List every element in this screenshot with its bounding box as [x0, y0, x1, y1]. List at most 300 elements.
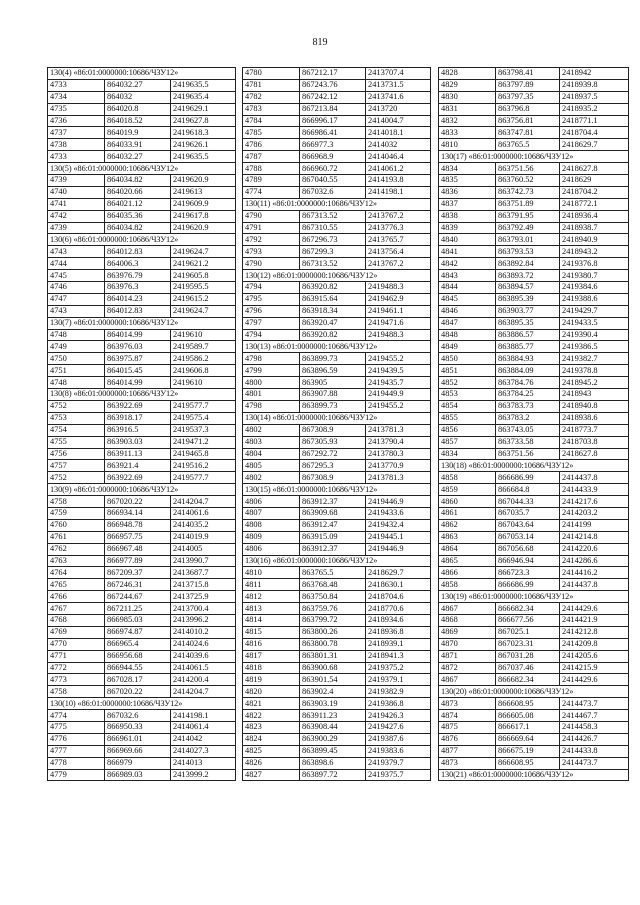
coordinate-y: 2419605.8: [171, 270, 236, 282]
coordinate-y: 2418940.8: [560, 400, 629, 412]
table-row: [439, 496, 629, 508]
point-number: 4844: [439, 282, 496, 294]
table-row: [439, 638, 629, 650]
coordinate-x: 864020.66: [105, 186, 171, 198]
coordinate-x: 864032: [105, 91, 171, 103]
coordinate-x: 863751.89: [496, 198, 560, 210]
coordinate-x: 863797.89: [496, 79, 560, 91]
coordinate-y: 2414421.9: [560, 614, 629, 626]
table-row: [243, 733, 431, 745]
coordinate-x: 863893.72: [496, 270, 560, 282]
coordinate-y: 2418629.7: [366, 567, 431, 579]
table-row: [48, 400, 236, 412]
point-number: 4866: [439, 567, 496, 579]
coordinate-x: 863799.72: [300, 614, 366, 626]
section-header-row: [439, 769, 629, 781]
coordinate-x: 863765.5: [496, 139, 560, 151]
coordinate-x: 863901.54: [300, 674, 366, 686]
coordinate-x: 867211.25: [105, 603, 171, 615]
point-number: 4759: [48, 507, 105, 519]
table-row: [48, 103, 236, 115]
point-number: 4747: [48, 293, 105, 305]
coordinate-x: 866682.34: [496, 674, 560, 686]
table-row: [48, 769, 236, 781]
coordinate-x: 867213.84: [300, 103, 366, 115]
coordinate-x: 867035.7: [496, 507, 560, 519]
coordinate-x: 867296.73: [300, 234, 366, 246]
coordinate-y: 2419471.2: [171, 436, 236, 448]
coordinate-y: 2419427.6: [366, 721, 431, 733]
point-number: 4752: [48, 400, 105, 412]
point-number: 4841: [439, 246, 496, 258]
coordinate-y: 2418772.1: [560, 198, 629, 210]
coordinate-x: 863976.03: [105, 341, 171, 353]
point-number: 4824: [243, 733, 300, 745]
coordinate-x: 863916.5: [105, 424, 171, 436]
coordinate-x: 867212.17: [300, 68, 366, 80]
point-number: 4769: [48, 626, 105, 638]
table-row: [48, 472, 236, 484]
coordinate-x: 863783.2: [496, 412, 560, 424]
coordinate-x: 863909.68: [300, 507, 366, 519]
coordinate-x: 863903.77: [496, 305, 560, 317]
coordinate-y: 2419488.3: [366, 329, 431, 341]
point-number: 4877: [439, 745, 496, 757]
coordinate-y: 2419432.4: [366, 519, 431, 531]
coordinate-x: 867295.3: [300, 460, 366, 472]
table-row: [243, 305, 431, 317]
point-number: 4755: [48, 436, 105, 448]
coordinate-x: 866608.95: [496, 698, 560, 710]
table-row: [439, 484, 629, 496]
point-number: 4792: [243, 234, 300, 246]
point-number: 4873: [439, 757, 496, 769]
coordinate-x: 863922.69: [105, 400, 171, 412]
coordinate-y: 2418704.6: [366, 591, 431, 603]
table-row: [243, 91, 431, 103]
coordinate-x: 864035.36: [105, 210, 171, 222]
coordinate-x: 863912.37: [300, 543, 366, 555]
coordinate-y: 2413780.3: [366, 448, 431, 460]
coordinate-x: 867308.9: [300, 472, 366, 484]
table-row: [243, 246, 431, 258]
point-number: 4864: [439, 543, 496, 555]
section-header: 130(17) «86:01:0000000:10686/ЧЗУ12»: [439, 151, 629, 163]
section-header: 130(6) «86:01:0000000:10686/ЧЗУ12»: [48, 234, 236, 246]
table-row: [48, 614, 236, 626]
table-row: [48, 638, 236, 650]
point-number: 4749: [48, 341, 105, 353]
coordinate-x: 864034.82: [105, 222, 171, 234]
coordinate-y: 2419375.7: [366, 769, 431, 781]
section-header: 130(10) «86:01:0000000:10686/ЧЗУ12»: [48, 698, 236, 710]
point-number: 4763: [48, 555, 105, 567]
coordinate-y: 2414004.7: [366, 115, 431, 127]
coordinate-y: 2419382.9: [366, 686, 431, 698]
point-number: 4832: [439, 115, 496, 127]
coordinate-y: 2414032: [366, 139, 431, 151]
point-number: 4794: [243, 329, 300, 341]
section-header-row: [48, 234, 236, 246]
point-number: 4798: [243, 353, 300, 365]
coordinate-y: 2418939.8: [560, 79, 629, 91]
coordinate-y: 2419595.5: [171, 282, 236, 294]
coordinate-x: 863884.09: [496, 365, 560, 377]
coordinate-x: 863797.35: [496, 91, 560, 103]
coordinate-y: 2418629: [560, 175, 629, 187]
point-number: 4828: [439, 68, 496, 80]
coordinate-x: 867020.22: [105, 686, 171, 698]
coordinate-x: 866986.41: [300, 127, 366, 139]
coordinate-y: 2414426.7: [560, 733, 629, 745]
table-row: [243, 115, 431, 127]
table-row: [439, 127, 629, 139]
point-number: 4850: [439, 353, 496, 365]
coordinate-x: 867313.52: [300, 210, 366, 222]
coordinate-x: 863897.72: [300, 769, 366, 781]
coordinate-y: 2414193.8: [366, 175, 431, 187]
section-header-row: [48, 317, 236, 329]
point-number: 4742: [48, 210, 105, 222]
coordinate-y: 2413767.2: [366, 210, 431, 222]
coordinate-y: 2419635.5: [171, 79, 236, 91]
coordinate-x: 863895.35: [496, 317, 560, 329]
coordinate-y: 2414046.4: [366, 151, 431, 163]
point-number: 4745: [48, 270, 105, 282]
point-number: 4847: [439, 317, 496, 329]
coordinate-x: 863760.52: [496, 175, 560, 187]
coordinate-y: 2414203.2: [560, 507, 629, 519]
table-row: [48, 496, 236, 508]
point-number: 4751: [48, 365, 105, 377]
coordinate-y: 2418942: [560, 68, 629, 80]
coordinate-x: 863899.73: [300, 353, 366, 365]
table-row: [243, 674, 431, 686]
coordinate-x: 867305.93: [300, 436, 366, 448]
point-number: 4780: [243, 68, 300, 80]
table-row: [439, 424, 629, 436]
coordinate-y: 2418937.5: [560, 91, 629, 103]
point-number: 4753: [48, 412, 105, 424]
section-header: 130(11) «86:01:0000000:10686/ЧЗУ12»: [243, 198, 431, 210]
coordinate-y: 2419471.6: [366, 317, 431, 329]
coordinate-y: 2413996.2: [171, 614, 236, 626]
table-row: [439, 234, 629, 246]
point-number: 4785: [243, 127, 300, 139]
coordinate-x: 863905: [300, 377, 366, 389]
coordinate-x: 863801.31: [300, 650, 366, 662]
table-row: [243, 163, 431, 175]
point-number: 4863: [439, 531, 496, 543]
point-number: 4757: [48, 460, 105, 472]
table-row: [439, 436, 629, 448]
coordinate-y: 2414473.7: [560, 757, 629, 769]
point-number: 4767: [48, 603, 105, 615]
section-header: 130(21) «86:01:0000000:10686/ЧЗУ12»: [439, 769, 629, 781]
point-number: 4807: [243, 507, 300, 519]
table-row: [48, 662, 236, 674]
table-row: [439, 710, 629, 722]
table-row: [243, 222, 431, 234]
table-row: [243, 579, 431, 591]
table-row: [439, 258, 629, 270]
coordinates-table-column-1: [47, 67, 236, 781]
coordinate-y: 2414061.4: [171, 721, 236, 733]
table-row: [48, 543, 236, 555]
table-row: [243, 460, 431, 472]
coordinate-y: 2419446.9: [366, 543, 431, 555]
table-row: [243, 567, 431, 579]
table-row: [243, 258, 431, 270]
coordinate-y: 2414437.8: [560, 472, 629, 484]
coordinate-y: 2414061.6: [171, 507, 236, 519]
point-number: 4765: [48, 579, 105, 591]
table-row: [439, 519, 629, 531]
point-number: 4741: [48, 198, 105, 210]
coordinate-x: 867040.55: [300, 175, 366, 187]
coordinate-x: 863751.56: [496, 448, 560, 460]
table-row: [439, 733, 629, 745]
coordinate-y: 2419387.6: [366, 733, 431, 745]
coordinate-x: 864014.99: [105, 377, 171, 389]
point-number: 4773: [48, 674, 105, 686]
point-number: 4802: [243, 472, 300, 484]
table-row: [439, 210, 629, 222]
point-number: 4752: [48, 472, 105, 484]
point-number: 4848: [439, 329, 496, 341]
coordinate-x: 866960.72: [300, 163, 366, 175]
coordinate-x: 867244.67: [105, 591, 171, 603]
table-row: [243, 79, 431, 91]
coordinate-x: 863898.6: [300, 757, 366, 769]
coordinate-y: 2419635.5: [171, 151, 236, 163]
section-header: 130(15) «86:01:0000000:10686/ЧЗУ12»: [243, 484, 431, 496]
table-row: [243, 603, 431, 615]
point-number: 4857: [439, 436, 496, 448]
table-row: [48, 198, 236, 210]
point-number: 4862: [439, 519, 496, 531]
coordinate-y: 2414013: [171, 757, 236, 769]
point-number: 4734: [48, 91, 105, 103]
coordinate-y: 2413790.4: [366, 436, 431, 448]
coordinate-x: 866608.95: [496, 757, 560, 769]
coordinate-x: 866979: [105, 757, 171, 769]
point-number: 4768: [48, 614, 105, 626]
coordinate-y: 2418704.2: [560, 186, 629, 198]
point-number: 4870: [439, 638, 496, 650]
coordinate-y: 2413765.7: [366, 234, 431, 246]
coordinate-x: 863920.47: [300, 317, 366, 329]
coordinate-y: 2414061.5: [171, 662, 236, 674]
coordinate-y: 2413741.6: [366, 91, 431, 103]
table-row: [439, 579, 629, 591]
point-number: 4827: [243, 769, 300, 781]
coordinate-y: 2419455.2: [366, 353, 431, 365]
table-row: [243, 543, 431, 555]
coordinate-y: 2413767.2: [366, 258, 431, 270]
point-number: 4791: [243, 222, 300, 234]
coordinate-x: 863915.64: [300, 293, 366, 305]
coordinate-y: 2418703.8: [560, 436, 629, 448]
point-number: 4825: [243, 745, 300, 757]
coordinate-y: 2419624.7: [171, 305, 236, 317]
coordinate-x: 866617.1: [496, 721, 560, 733]
coordinate-y: 2414200.4: [171, 674, 236, 686]
point-number: 4808: [243, 519, 300, 531]
coordinate-x: 867246.31: [105, 579, 171, 591]
coordinate-y: 2414286.6: [560, 555, 629, 567]
coordinate-y: 2414198.1: [366, 186, 431, 198]
table-row: [243, 234, 431, 246]
point-number: 4789: [243, 175, 300, 187]
point-number: 4806: [243, 543, 300, 555]
table-row: [48, 650, 236, 662]
coordinate-x: 863747.81: [496, 127, 560, 139]
point-number: 4819: [243, 674, 300, 686]
coordinate-y: 2418938.6: [560, 412, 629, 424]
coordinate-x: 863911.13: [105, 448, 171, 460]
point-number: 4733: [48, 79, 105, 91]
coordinate-x: 863756.81: [496, 115, 560, 127]
point-number: 4818: [243, 662, 300, 674]
table-row: [243, 424, 431, 436]
coordinate-x: 866684.8: [496, 484, 560, 496]
table-row: [48, 258, 236, 270]
point-number: 4875: [439, 721, 496, 733]
point-number: 4776: [48, 733, 105, 745]
table-row: [48, 626, 236, 638]
coordinate-y: 2414061.2: [366, 163, 431, 175]
coordinate-x: 863750.84: [300, 591, 366, 603]
coordinate-x: 863902.4: [300, 686, 366, 698]
coordinate-x: 867313.52: [300, 258, 366, 270]
coordinate-y: 2413781.3: [366, 472, 431, 484]
coordinate-x: 863892.84: [496, 258, 560, 270]
section-header-row: [243, 412, 431, 424]
point-number: 4865: [439, 555, 496, 567]
table-row: [243, 282, 431, 294]
point-number: 4858: [439, 472, 496, 484]
section-header-row: [243, 198, 431, 210]
coordinate-x: 867242.12: [300, 91, 366, 103]
point-number: 4783: [243, 103, 300, 115]
coordinate-y: 2418627.8: [560, 163, 629, 175]
coordinate-x: 864006.3: [105, 258, 171, 270]
coordinate-x: 863768.48: [300, 579, 366, 591]
coordinate-y: 2419516.2: [171, 460, 236, 472]
coordinate-y: 2414039.6: [171, 650, 236, 662]
coordinate-x: 863895.39: [496, 293, 560, 305]
table-row: [243, 626, 431, 638]
table-row: [439, 282, 629, 294]
coordinates-table: [438, 67, 629, 781]
section-header-row: [243, 555, 431, 567]
table-row: [243, 757, 431, 769]
table-row: [48, 555, 236, 567]
table-row: [243, 175, 431, 187]
coordinate-y: 2418936.4: [560, 210, 629, 222]
table-row: [48, 79, 236, 91]
section-header-row: [439, 460, 629, 472]
table-row: [243, 710, 431, 722]
table-row: [243, 365, 431, 377]
coordinate-y: 2419620.9: [171, 222, 236, 234]
table-row: [439, 567, 629, 579]
coordinate-x: 864032.27: [105, 151, 171, 163]
table-row: [439, 329, 629, 341]
table-row: [243, 329, 431, 341]
point-number: 4820: [243, 686, 300, 698]
coordinate-y: 2419621.2: [171, 258, 236, 270]
point-number: 4736: [48, 115, 105, 127]
table-row: [439, 305, 629, 317]
coordinate-y: 2414204.7: [171, 496, 236, 508]
section-header: 130(20) «86:01:0000000:10686/ЧЗУ12»: [439, 686, 629, 698]
point-number: 4839: [439, 222, 496, 234]
table-row: [439, 389, 629, 401]
point-number: 4794: [243, 282, 300, 294]
table-row: [243, 293, 431, 305]
coordinate-x: 867044.33: [496, 496, 560, 508]
coordinate-y: 2419461.1: [366, 305, 431, 317]
coordinate-y: 2419446.9: [366, 496, 431, 508]
coordinate-y: 2414458.3: [560, 721, 629, 733]
coordinate-y: 2419575.4: [171, 412, 236, 424]
table-row: [243, 139, 431, 151]
table-row: [48, 127, 236, 139]
coordinate-y: 2414467.7: [560, 710, 629, 722]
point-number: 4809: [243, 531, 300, 543]
point-number: 4801: [243, 389, 300, 401]
coordinate-x: 863793.01: [496, 234, 560, 246]
coordinate-x: 867043.64: [496, 519, 560, 531]
coordinate-x: 863912.37: [300, 496, 366, 508]
coordinate-x: 863733.58: [496, 436, 560, 448]
coordinate-y: 2419390.4: [560, 329, 629, 341]
point-number: 4748: [48, 377, 105, 389]
coordinate-x: 863884.93: [496, 353, 560, 365]
table-row: [439, 163, 629, 175]
coordinate-y: 2419606.8: [171, 365, 236, 377]
coordinate-y: 2414199: [560, 519, 629, 531]
table-row: [439, 317, 629, 329]
coordinate-y: 2419610: [171, 377, 236, 389]
point-number: 4858: [439, 579, 496, 591]
table-row: [243, 662, 431, 674]
point-number: 4812: [243, 591, 300, 603]
coordinate-y: 2419629.1: [171, 103, 236, 115]
point-number: 4739: [48, 222, 105, 234]
point-number: 4842: [439, 258, 496, 270]
point-number: 4867: [439, 674, 496, 686]
coordinate-y: 2418939.1: [366, 638, 431, 650]
coordinate-x: 863920.82: [300, 329, 366, 341]
table-row: [48, 721, 236, 733]
table-row: [439, 175, 629, 187]
section-header-row: [439, 591, 629, 603]
table-row: [48, 531, 236, 543]
coordinate-y: 2414018.1: [366, 127, 431, 139]
table-row: [48, 365, 236, 377]
coordinate-x: 863792.49: [496, 222, 560, 234]
table-row: [243, 745, 431, 757]
table-row: [48, 733, 236, 745]
coordinate-x: 866967.48: [105, 543, 171, 555]
coordinate-y: 2414024.6: [171, 638, 236, 650]
table-row: [48, 436, 236, 448]
point-number: 4740: [48, 186, 105, 198]
coordinate-y: 2413999.2: [171, 769, 236, 781]
